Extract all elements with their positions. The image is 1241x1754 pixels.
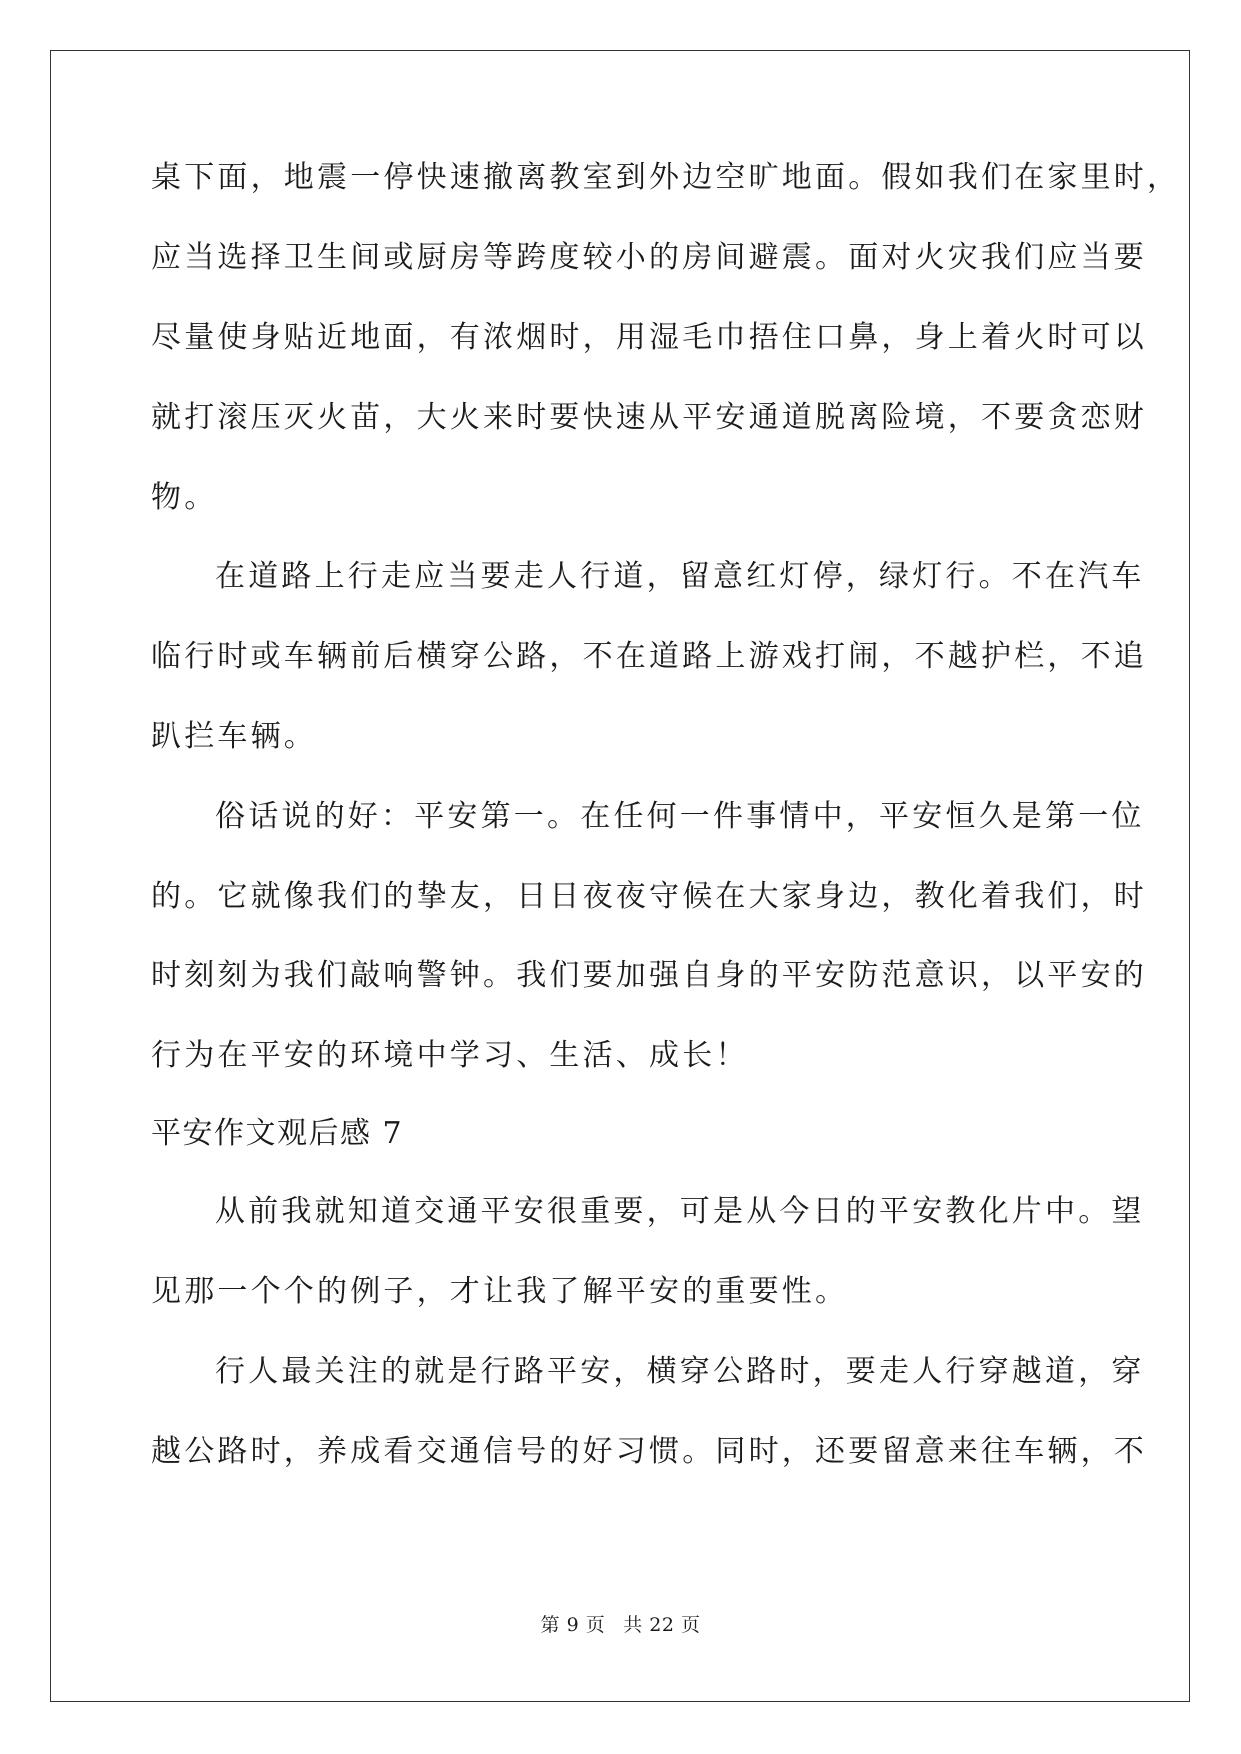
body-text-line: 的。它就像我们的挚友，日日夜夜守候在大家身边，教化着我们，时: [151, 879, 1147, 914]
body-text-line: 尽量使身贴近地面，有浓烟时，用湿毛巾捂住口鼻，身上着火时可以: [151, 320, 1147, 355]
page-footer: [0, 1612, 1241, 1638]
paragraph-first-line: 俗话说的好：平安第一。在任何一件事情中，平安恒久是第一位: [215, 799, 1145, 834]
section-heading: 平安作文观后感 7: [151, 1116, 404, 1151]
body-text-line: 趴拦车辆。: [151, 719, 317, 754]
body-text-line: 行为在平安的环境中学习、生活、成长！: [151, 1038, 749, 1073]
body-text-line: 就打滚压灭火苗，大火来时要快速从平安通道脱离险境，不要贪恋财: [151, 400, 1147, 435]
page-number: 第 9 页: [540, 1614, 606, 1636]
page-total: 共 22 页: [623, 1614, 701, 1636]
paragraph-first-line: 行人最关注的就是行路平安，横穿公路时，要走人行穿越道，穿: [215, 1354, 1145, 1389]
paragraph-first-line: 从前我就知道交通平安很重要，可是从今日的平安教化片中。望: [215, 1194, 1145, 1229]
body-text-line: 见那一个个的例子，才让我了解平安的重要性。: [151, 1274, 849, 1309]
body-text-line: 物。: [151, 480, 218, 515]
body-text-line: 桌下面，地震一停快速撤离教室到外边空旷地面。假如我们在家里时，: [151, 160, 1181, 195]
body-text-line: 越公路时，养成看交通信号的好习惯。同时，还要留意来往车辆，不: [151, 1434, 1147, 1469]
body-text-line: 临行时或车辆前后横穿公路，不在道路上游戏打闹，不越护栏，不追: [151, 639, 1147, 674]
body-text-line: 时刻刻为我们敲响警钟。我们要加强自身的平安防范意识，以平安的: [151, 958, 1147, 993]
body-text-line: 应当选择卫生间或厨房等跨度较小的房间避震。面对火灾我们应当要: [151, 240, 1147, 275]
paragraph-first-line: 在道路上行走应当要走人行道，留意红灯停，绿灯行。不在汽车: [215, 559, 1145, 594]
